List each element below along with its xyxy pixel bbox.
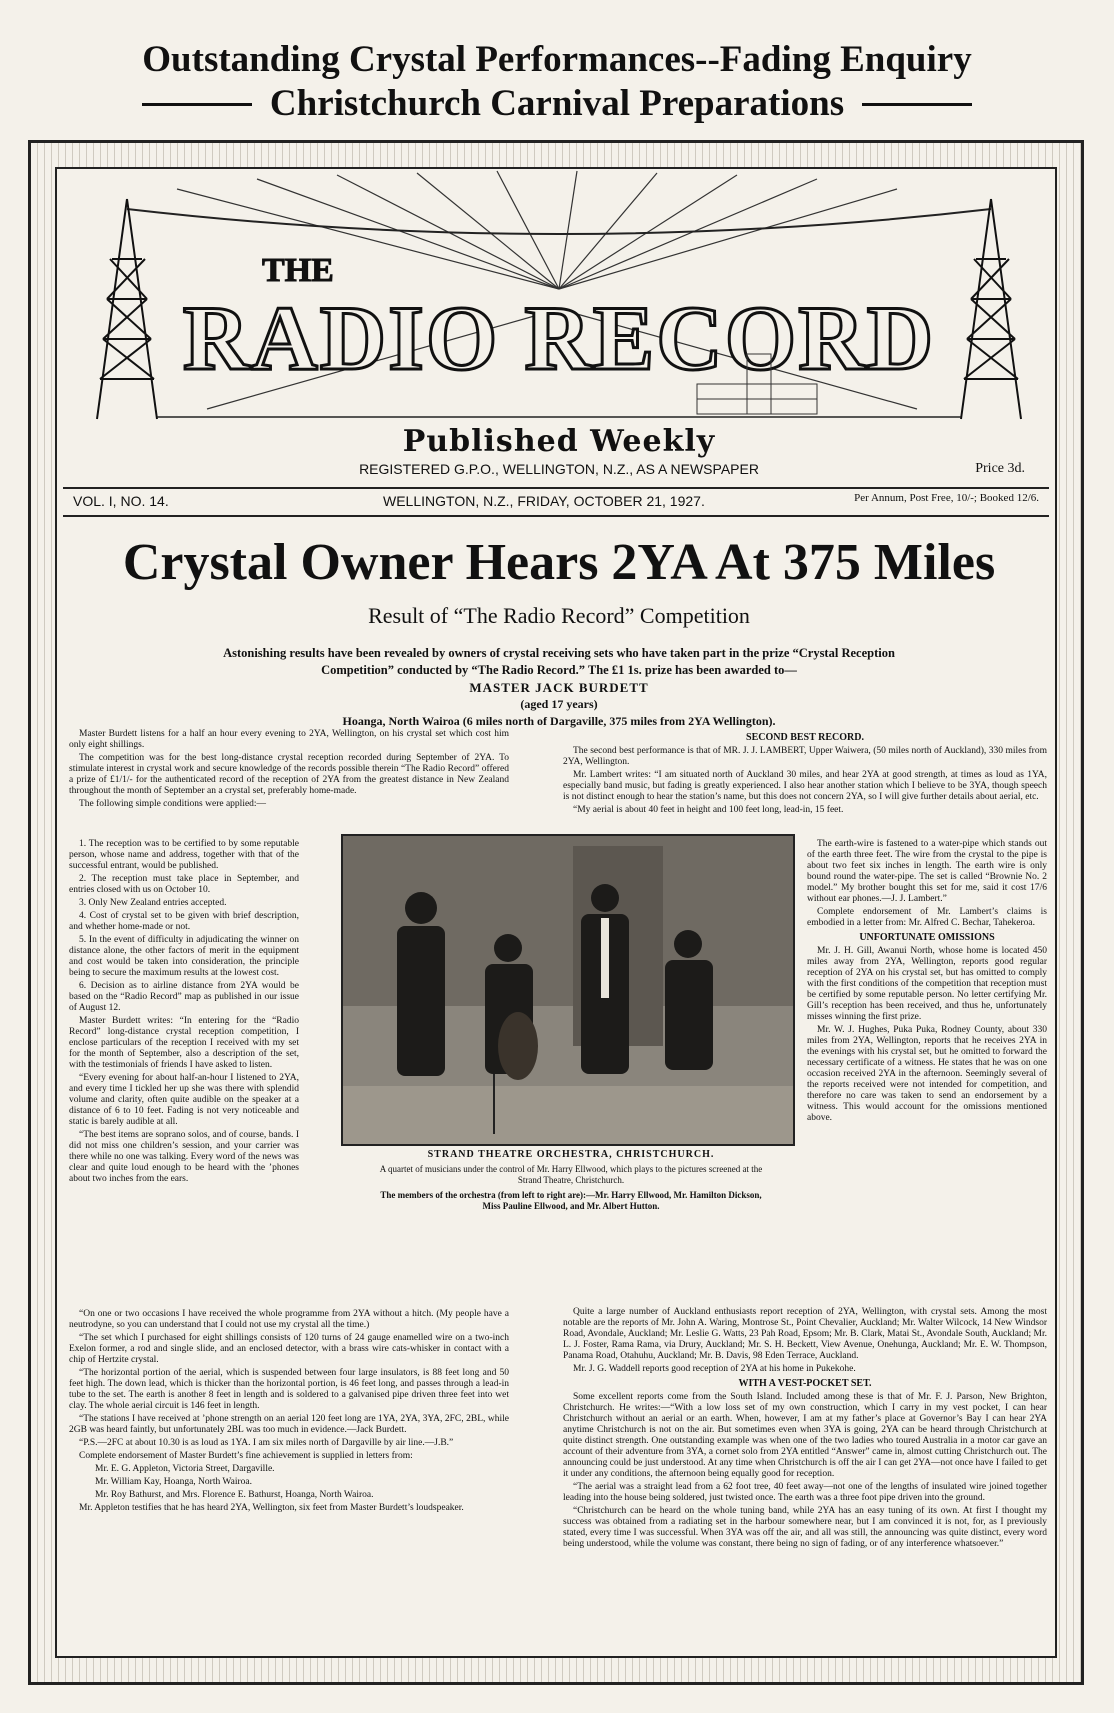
condition-6: 6. Decision as to airline distance from 2YA would be based on the “Radio Record” map as published in our issue of August 12. bbox=[69, 981, 299, 1013]
paragraph: The following simple conditions were applied:— bbox=[79, 799, 267, 809]
left-column-top bbox=[69, 729, 509, 812]
condition-2: 2. The reception must take place in September, and entries closed with us on October 10. bbox=[69, 874, 299, 895]
caption-description: A quartet of musicians under the control of Mr. Harry Ellwood, which plays to the pictures screened at the Strand Theatre, Christchurch. bbox=[379, 1164, 763, 1185]
published-weekly: Published Weekly bbox=[402, 424, 716, 459]
masthead-title: RADIO RECORD bbox=[182, 287, 936, 389]
top-headline bbox=[0, 38, 1114, 126]
letter-entry: Mr. E. G. Appleton, Victoria Street, Dargaville. bbox=[95, 1464, 275, 1474]
condition-1: 1. The reception was to be certified to by some reputable person, whose name and address, together with that of the successful entrant, would be published. bbox=[69, 839, 299, 871]
subscription-rate: Per Annum, Post Free, 10/-; Booked 12/6. bbox=[854, 492, 1039, 504]
section-heading: WITH A VEST-POCKET SET. bbox=[738, 1378, 872, 1389]
paragraph: Master Burdett writes: “In entering for the “Radio Record” long-distance crystal reception competition, I enclose particulars of the reception I received with my set for the month of September, also a description of the set, with the testimonials of friends I have asked to listen. bbox=[69, 1016, 299, 1070]
page-frame bbox=[28, 140, 1084, 1685]
paragraph: “The set which I purchased for eight shillings consists of 120 turns of 24 gauge enamelled wire on a two-inch Exelon former, a rod and single slide, and an enclosed detector, with a brass wire cats-whisker in contact with a chip of Hertzite crystal. bbox=[69, 1333, 509, 1365]
masthead-the: THE bbox=[262, 252, 334, 289]
left-column-bottom bbox=[69, 1309, 509, 1516]
paragraph: “The aerial was a straight lead from a 62 foot tree, 40 feet away—not one of the lengths of insulated wire joined together leading into the house being soldered, just twisted once. The earth was a three foot pipe driven into the ground. bbox=[563, 1482, 1047, 1503]
winner-name: MASTER JACK BURDETT bbox=[469, 680, 649, 695]
winner-location: Hoanga, North Wairoa (6 miles north of Dargaville, 375 miles from 2YA Wellington). bbox=[342, 714, 776, 728]
tower-right-icon bbox=[961, 199, 1021, 419]
top-headline-line2: Christchurch Carnival Preparations bbox=[269, 83, 845, 124]
paragraph: The competition was for the best long-distance crystal reception recorded during September of 2YA. To stimulate interest in crystal work and secure knowledge of the records possible therein “The Radio Record” offered a prize of £1/1/- for the authenticated record of the reception of 2YA from the greatest distance in New Zealand throughout the month of September an a crystal set, preferably home-made. bbox=[69, 753, 509, 796]
paragraph: “Every evening for about half-an-hour I listened to 2YA, and every time I tickled her up she was there with splendid volume and clarity, often quite audible on the speaker at a distance of 6 to 10 feet. Fading is not very noticeable and static is barely audible at all. bbox=[69, 1073, 299, 1127]
paragraph: “My aerial is about 40 feet in height and 100 feet long, lead-in, 15 feet. bbox=[573, 805, 844, 815]
caption-title: STRAND THEATRE ORCHESTRA, CHRISTCHURCH. bbox=[427, 1149, 715, 1160]
condition-5: 5. In the event of difficulty in adjudicating the winner on distance alone, the other factors of merit in the equipment and cost would be taken into consideration, the principle being to secure the maximum results at the lowest cost. bbox=[69, 935, 299, 978]
issue-date: WELLINGTON, N.Z., FRIDAY, OCTOBER 21, 1927. bbox=[383, 493, 705, 509]
left-column-narrow bbox=[69, 839, 299, 1187]
paragraph: Complete endorsement of Master Burdett’s fine achievement is supplied in letters from: bbox=[79, 1451, 413, 1461]
rule-right bbox=[862, 103, 972, 106]
paragraph: Mr. Lambert writes: “I am situated north of Auckland 30 miles, and hear 2YA at good strength, at times as loud as 1YA, especially band music, but fading is greatly experienced. I also hear another station which I believe to be 3YA, though speech is not distinct enough to hear the station’s name, but this does not concern 2YA, so I will give further details about aerial, etc. bbox=[563, 770, 1047, 802]
paragraph: Mr. J. H. Gill, Awanui North, whose home is located 450 miles away from 2YA, Wellington, reports good regular reception of 2YA on his crystal set, but has omitted to comply with the first conditions of the competition that reception must be certified by some reputable person. No letter certifying Mr. Gill’s reception has been received, and thus he, unfortunately misses winning the first prize. bbox=[807, 946, 1047, 1022]
paragraph: “The best items are soprano solos, and of course, bands. I did not miss one children’s session, and your carrier was there while no one was talking. Every word of the news was clear and quite loud enough to be heard with the ’phones about two inches from the ears. bbox=[69, 1130, 299, 1184]
paragraph: Mr. J. G. Waddell reports good reception of 2YA at his home in Pukekohe. bbox=[573, 1364, 856, 1374]
page-inner bbox=[55, 167, 1057, 1658]
paragraph: The second best performance is that of MR. J. J. LAMBERT, Upper Waiwera, (50 miles north of Auckland), 330 miles from 2YA, Wellington. bbox=[563, 746, 1047, 767]
letter-entry: Mr. Roy Bathurst, and Mrs. Florence E. Bathurst, Hoanga, North Wairoa. bbox=[95, 1490, 374, 1500]
price: Price 3d. bbox=[975, 461, 1025, 476]
subheadline: Result of “The Radio Record” Competition bbox=[368, 603, 750, 628]
paragraph: “The stations I have received at ’phone strength on an aerial 120 feet long are 1YA, 2YA, 3YA, 2FC, 2BL, while 2GB was heard faintly, but unfortunately 2BL was too much in evidence.—Jack Burdett. bbox=[69, 1414, 509, 1435]
right-column-top bbox=[563, 729, 1047, 818]
caption-members: The members of the orchestra (from left to right are):—Mr. Harry Ellwood, Mr. Hamilton Dickson, Miss Pauline Ellwood, and Mr. Albert Hutton. bbox=[380, 1190, 762, 1211]
rule-left bbox=[142, 103, 252, 106]
condition-3: 3. Only New Zealand entries accepted. bbox=[79, 898, 227, 908]
paragraph: Some excellent reports come from the South Island. Included among these is that of Mr. F. J. Parson, New Brighton, Christchurch. He writes:—“With a low loss set of my own construction, which I carry in my vest pocket, I can hear Christchurch without an aerial or an earth. When, however, I am at my father’s place at Governor’s Bay I can hear 2YA anytime Christchurch is not on the air. But sometimes even when 3YA is going, 2YA can be heard through Christchurch at quite distinct strength. One outstanding example was when one of the two ladies who toured Australia in a motor car gave an account of their adventure from 3YA, a cornet solo from 2YA entitled “Answer” came in, almost cutting Christchurch out. The announcing could be just understood. At any time when Christchurch is off the air I can get 2YA—not once have I failed to get it under any conditions, the afternoon being equally good for reception. bbox=[563, 1392, 1047, 1479]
paragraph: Mr. W. J. Hughes, Puka Puka, Rodney County, about 330 miles from 2YA, Wellington, reports that he receives 2YA in the evenings with his crystal set, but he omitted to forward the necessary certificate of a witness. He states that he was on one occasion received 2YA in the afternoon. Seemingly several of the reports received were not intended for competition, and therefore no care was taken to send an endorsement by a witness. This would account for the omissions mentioned above. bbox=[807, 1025, 1047, 1123]
tower-left-icon bbox=[97, 199, 157, 419]
top-headline-line1: Outstanding Crystal Performances--Fading Enquiry bbox=[142, 39, 972, 80]
paragraph: Master Burdett listens for a half an hour every evening to 2YA, Wellington, on his crystal set which cost him only eight shillings. bbox=[69, 729, 509, 750]
photo-caption bbox=[371, 1149, 771, 1212]
paragraph: Quite a large number of Auckland enthusiasts report reception of 2YA, Wellington, with crystal sets. Among the most notable are the reports of Mr. John A. Waring, Montrose St., Point Chevalier, Auckland; Mr. Walter Wilcock, 14 New Windsor Road, Avondale, Auckland; Mr. Leslie G. Watts, 23 Pah Road, Epsom; Mr. B. Clark, Matai St., Avondale South, Auckland; Mr. L. J. Foster, Rama Rama, via Drury, Auckland; Mr. S. H. Beckett, View Avenue, Onehunga, Auckland; Mr. E. W. Thompson, Panama Road, Otahuhu, Auckland; Mr. B. Davis, 98 Eden Terrace, Auckland. bbox=[563, 1307, 1047, 1361]
winner-age: (aged 17 years) bbox=[520, 697, 598, 711]
paragraph: The earth-wire is fastened to a water-pipe which stands out of the earth three feet. The wire from the crystal to the pipe is about two feet six inches in length. The earth wire is only bound round the water-pipe. The set is called “Brownie No. 2 model.” My brother bought this set for me, said it cost 17/6 without ear phones.—J. J. Lambert.” bbox=[807, 839, 1047, 904]
right-column-bottom bbox=[563, 1307, 1047, 1552]
right-column-narrow bbox=[807, 839, 1047, 1126]
dateline-bar bbox=[63, 487, 1049, 517]
paragraph: “On one or two occasions I have received the whole programme from 2YA without a hitch. (My people have a neutrodyne, so you can understand that I could not use my crystal all the time.) bbox=[69, 1309, 509, 1330]
paragraph: “Christchurch can be heard on the whole tuning band, while 2YA has an easy tuning of its own. At first I thought my success was obtained from a radiating set in the harbour somewhere near, but I am convinced it is not, for, as I previously stated, every time I was successful. When 3YA was off the air, and all was still, the announcing was quite distinct, every word being understood, while the volume was constant, there being no sign of fading, or of any interference whatsoever.” bbox=[563, 1506, 1047, 1549]
intro-text: Astonishing results have been revealed by owners of crystal receiving sets who have taken part in the prize “Crystal Reception Competition” conducted by “The Radio Record.” The £1 1s. prize has been awarded to— bbox=[223, 646, 895, 677]
main-headline: Crystal Owner Hears 2YA At 375 Miles bbox=[122, 534, 996, 591]
paragraph: Complete endorsement of Mr. Lambert’s claims is embodied in a letter from: Mr. Alfred C. Bechar, Tahekeroa. bbox=[807, 907, 1047, 928]
section-heading: SECOND BEST RECORD. bbox=[746, 732, 864, 743]
condition-4: 4. Cost of crystal set to be given with brief description, and whether home-made or not. bbox=[69, 911, 299, 932]
article-intro bbox=[217, 645, 901, 730]
paragraph: “The horizontal portion of the aerial, which is suspended between four large insulators, is 88 feet long and 50 feet high. The down lead, which is thicker than the horizontal portion, is 46 feet long, and passes through a lead-in tube to the set. The earth is another 8 feet in length and is soldered to a galvanised pipe driven three feet into wet clay. The whole aerial circuit is 146 feet in length. bbox=[69, 1368, 509, 1411]
volume-number: VOL. I, NO. 14. bbox=[73, 493, 169, 509]
orchestra-image bbox=[343, 836, 793, 1144]
paragraph: Mr. Appleton testifies that he has heard 2YA, Wellington, six feet from Master Burdett’s loudspeaker. bbox=[79, 1503, 464, 1513]
section-heading: UNFORTUNATE OMISSIONS bbox=[859, 932, 995, 943]
registered-line: REGISTERED G.P.O., WELLINGTON, N.Z., AS A NEWSPAPER bbox=[359, 461, 759, 477]
letter-entry: Mr. William Kay, Hoanga, North Wairoa. bbox=[95, 1477, 252, 1487]
paragraph: “P.S.—2FC at about 10.30 is as loud as 1YA. I am six miles north of Dargaville by air line.—J.B.” bbox=[79, 1438, 454, 1448]
orchestra-photo bbox=[341, 834, 795, 1146]
